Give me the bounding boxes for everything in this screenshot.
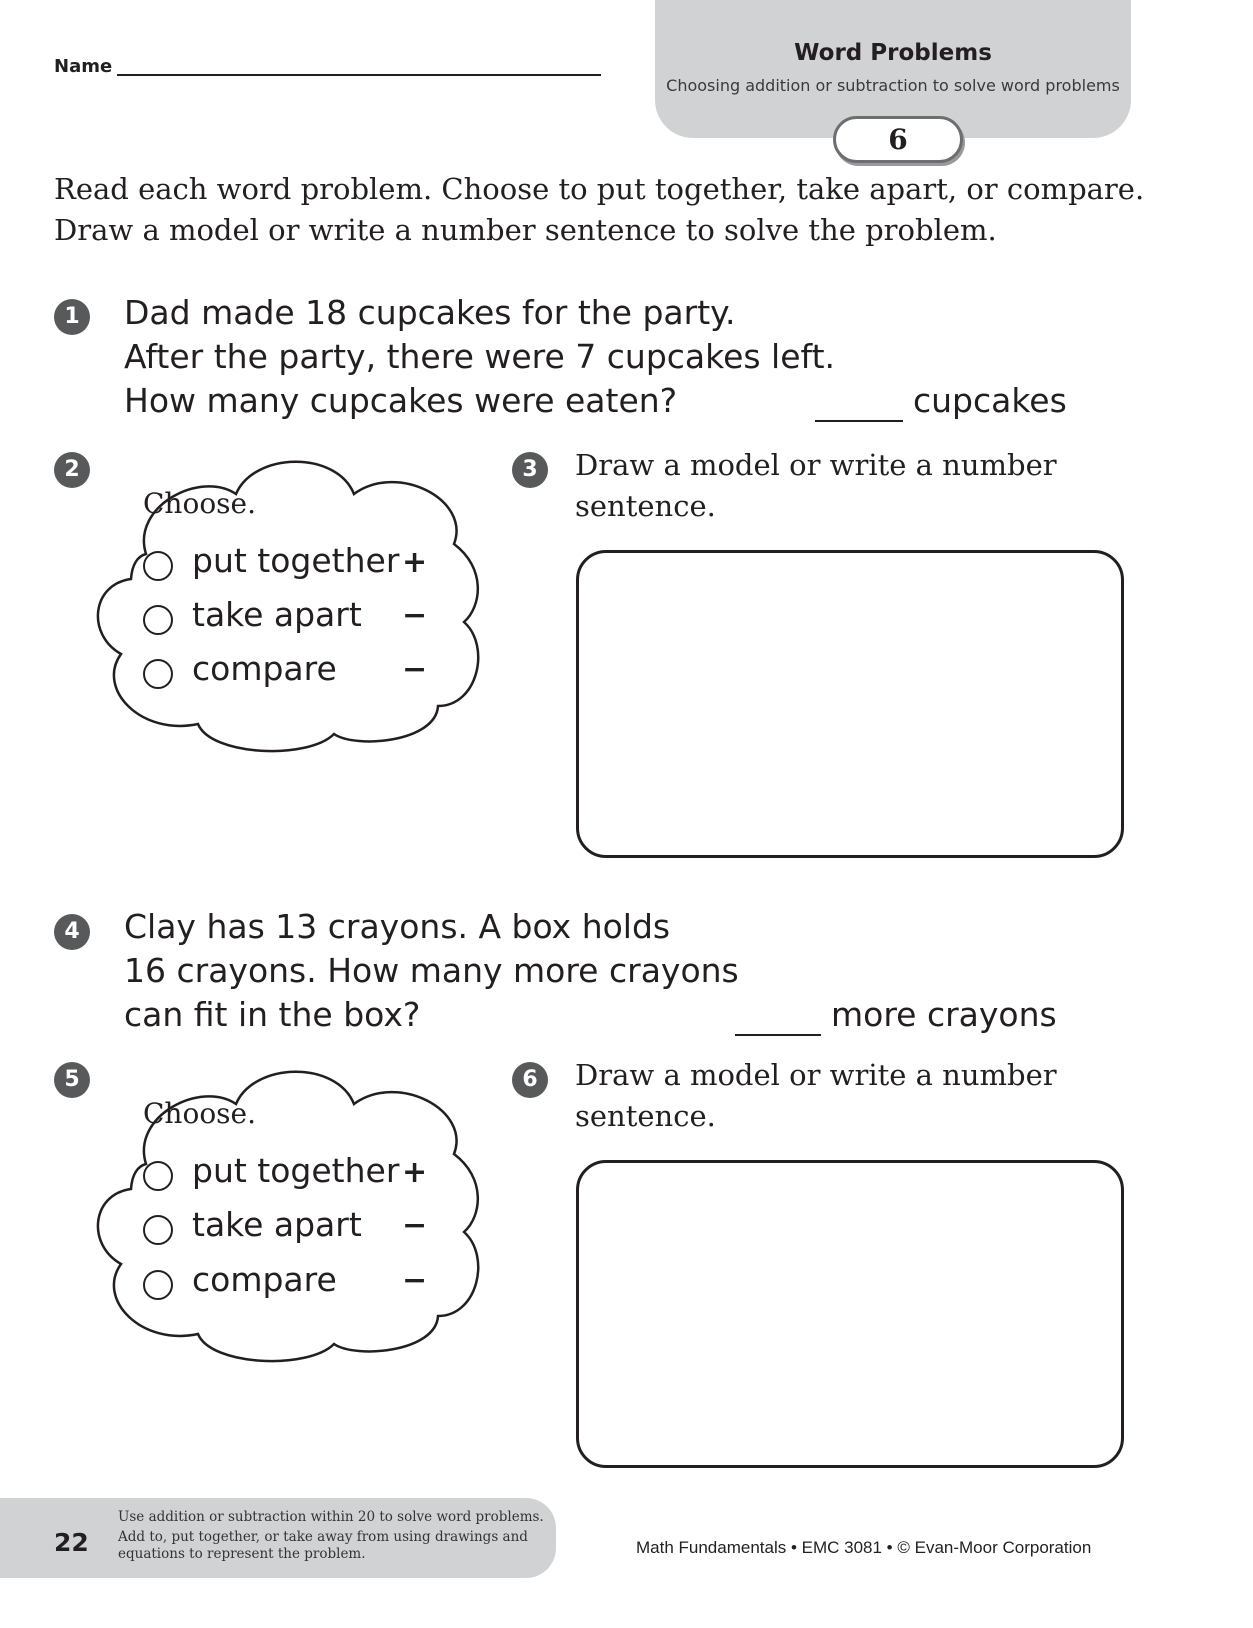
standard-line-3: equations to represent the problem. [118,1546,366,1562]
choose-heading: Choose. [143,487,257,520]
problem-1-line-2: After the party, there were 7 cupcakes left. [124,337,835,376]
problem-1-line-1: Dad made 18 cupcakes for the party. [124,293,736,332]
problem-4-line-3: can fit in the box? [124,995,421,1034]
option-radio-compare[interactable] [143,659,173,689]
model-prompt-line-1: Draw a model or write a number [575,1058,1057,1092]
model-prompt-line-2: sentence. [575,1099,716,1133]
plus-sign: + [402,1155,428,1190]
model-prompt-line-2: sentence. [575,489,716,523]
name-label: Name [54,56,113,77]
instruction-line-2: Draw a model or write a number sentence to solve the problem. [54,213,997,247]
model-drawing-box[interactable] [576,1160,1124,1468]
option-label-put-together: put together [192,1151,400,1190]
name-field-line[interactable] [117,74,601,76]
answer-unit: cupcakes [913,381,1067,420]
standard-line-1: Use addition or subtraction within 20 to solve word problems. [118,1509,544,1525]
option-radio-put-together[interactable] [143,1161,173,1191]
problem-4-line-2: 16 crayons. How many more crayons [124,951,739,990]
option-radio-put-together[interactable] [143,551,173,581]
option-radio-take-apart[interactable] [143,605,173,635]
option-label-compare: compare [192,649,337,688]
problem-1-line-3: How many cupcakes were eaten? [124,381,678,420]
option-radio-take-apart[interactable] [143,1215,173,1245]
lesson-number-badge: 6 [833,116,963,163]
choose-heading: Choose. [143,1097,257,1130]
option-label-take-apart: take apart [192,1205,362,1244]
problem-number-badge: 2 [54,452,90,488]
option-label-compare: compare [192,1260,337,1299]
answer-unit: more crayons [831,995,1057,1034]
problem-number-badge: 4 [54,914,90,950]
option-radio-compare[interactable] [143,1270,173,1300]
model-prompt-line-1: Draw a model or write a number [575,448,1057,482]
instruction-line-1: Read each word problem. Choose to put together, take apart, or compare. [54,172,1145,206]
problem-number-badge: 1 [54,299,90,335]
model-drawing-box[interactable] [576,550,1124,858]
minus-sign: − [402,598,428,633]
minus-sign: − [402,1263,428,1298]
answer-blank[interactable] [735,1034,821,1036]
minus-sign: − [402,1208,428,1243]
minus-sign: − [402,652,428,687]
problem-4-line-1: Clay has 13 crayons. A box holds [124,907,671,946]
answer-blank[interactable] [815,420,903,422]
worksheet-title: Word Problems [794,40,992,66]
page-number: 22 [54,1528,89,1557]
problem-number-badge: 5 [54,1062,90,1098]
standard-line-2: Add to, put together, or take away from using drawings and [118,1529,528,1545]
option-label-put-together: put together [192,541,400,580]
problem-number-badge: 6 [512,1062,548,1098]
option-label-take-apart: take apart [192,595,362,634]
publisher-credit: Math Fundamentals • EMC 3081 • © Evan-Moor Corporation [636,1538,1092,1557]
problem-number-badge: 3 [512,452,548,488]
worksheet-subtitle: Choosing addition or subtraction to solve word problems [666,76,1120,95]
plus-sign: + [402,545,428,580]
